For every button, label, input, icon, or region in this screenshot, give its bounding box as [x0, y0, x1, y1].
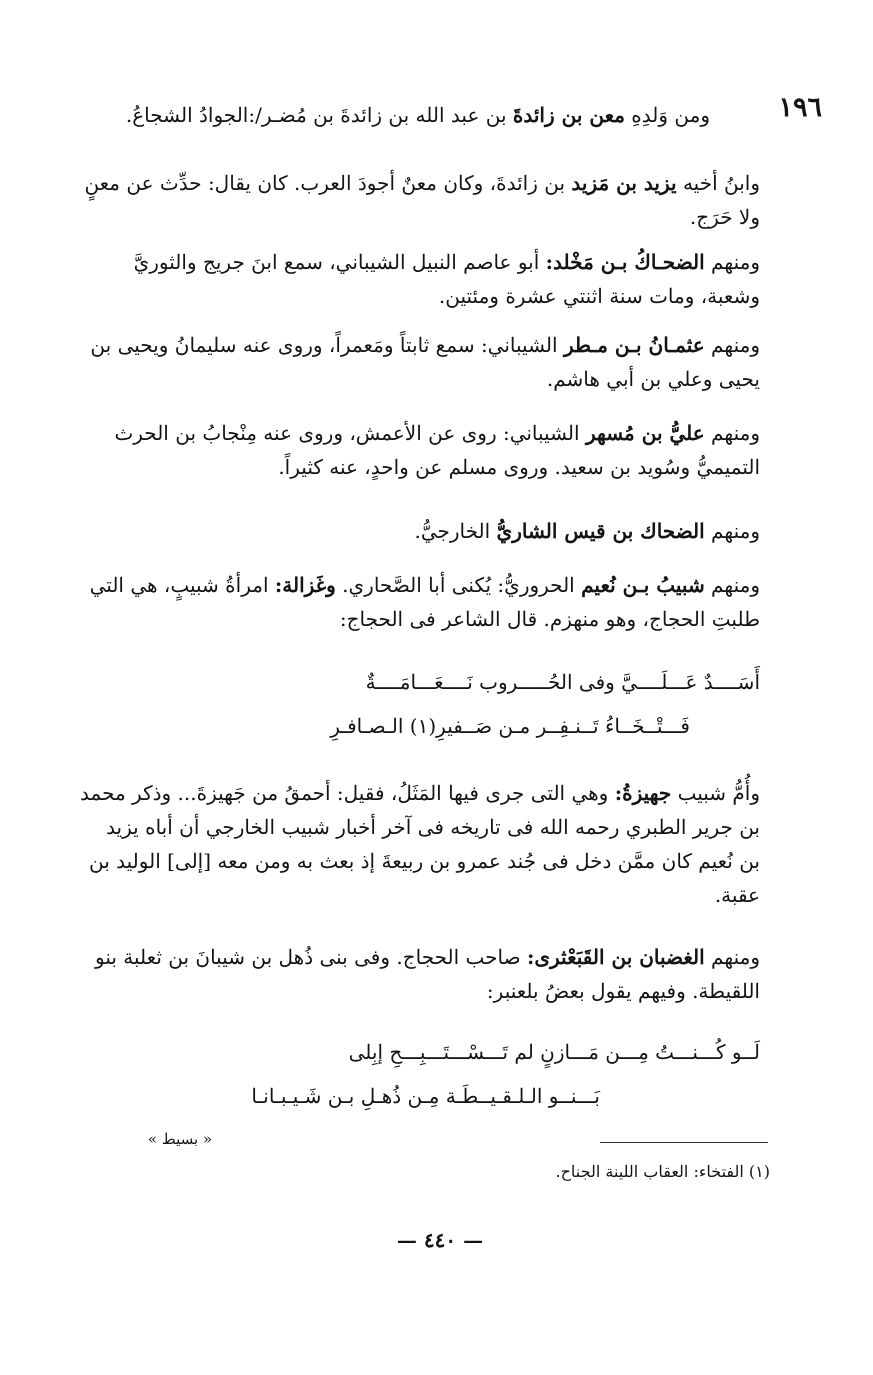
person-name: الغضبان بن القَبَعْثرى: [526, 945, 705, 969]
person-name: شبيبُ بـن نُعيم [581, 573, 705, 597]
page-number: — ٤٤٠ — [396, 1228, 484, 1252]
person-name: يزيد بن مَزيد [571, 171, 677, 195]
person-name: عليُّ بن مُسهر [585, 421, 705, 445]
footnote-divider [600, 1142, 768, 1143]
person-name: الضحـاكُ بـن مَخْلد: [545, 250, 705, 274]
paragraph-jahiza: وأُمُّ شبيب جهيزةُ: وهي التى جرى فيها المَثَلُ، فقيل: أحمقُ من جَهيزةَ... وذكر محمد بن جرير الطبري رحمه الله فى تاريخه فى آخر أخبار شبيب الخارجي أن أباه يزيد بن نُعيم كان ممَّن دخل فى جُند عمرو بن ربيعةَ إذ بعث به ومن معه [إلى] الوليد بن عقبة. [80, 781, 760, 907]
poem-hemistich: فَـــتْــخَــاءُ تَــنـفِــر مـن صَــفيرِ(١) الـصـافـرِ [330, 714, 690, 738]
entry-number: ١٩٦ [778, 92, 822, 123]
paragraph-dahhak-makhlad: ومنهم الضحـاكُ بـن مَخْلد: أبو عاصم النبيل الشيباني، سمع ابنَ جريج والثوريَّ وشعبة، ومات سنة اثنتي عشرة ومئتين. [133, 250, 760, 308]
person-name: وغَزالة: [274, 573, 336, 597]
paragraph-maan: ومن وَلدِهِ معن بن زائدةَ بن عبد الله بن زائدةَ بن مُضـر/:الجوادُ الشجاعُ. [125, 103, 710, 127]
paragraph-dahhak-qays: ومنهم الضحاك بن قيس الشاريُّ الخارجيُّ. [414, 519, 760, 543]
person-name: الضحاك بن قيس الشاريُّ [496, 519, 705, 543]
paragraph-ali-mushir: ومنهم عليُّ بن مُسهر الشيباني: روى عن الأعمش، وروى عنه مِنْجابُ بن الحرث التميميُّ وسُويد بن سعيد. وروى مسلم عن واحدٍ، عنه كثيراً. [114, 421, 760, 479]
poem-hemistich: بَـــنــو الـلـقـيــطَـة مِـن ذُهـلِ بـن شَـيـبـانـا [251, 1084, 600, 1108]
poem-hemistich: لَــو كُـــنـــتُ مِـــن مَـــازنٍ لم تَـــسْـــتَـــبِـــحِ إبِلى [348, 1040, 760, 1064]
paragraph-shabib: ومنهم شبيبُ بـن نُعيم الحروريُّ: يُكنى أبا الصَّحاري. وغَزالة: امرأةُ شبيبٍ، هي التي طلبتِ الحجاج، وهو منهزم. قال الشاعر فى الحجاج: [89, 573, 760, 631]
poem-hemistich: أَسَــــدٌ عَـــلَــــيَّ وفى الحُـــــروب نَــــعَـــامَــــةٌ [365, 670, 760, 694]
paragraph-uthman: ومنهم عثمـانُ بـن مـطر الشيباني: سمع ثابتاً ومَعمراً، وروى عنه سليمانُ ويحيى بن يحيى وعلي بن أبي هاشم. [90, 333, 760, 391]
poem-verse-2 [100, 1030, 760, 1118]
person-name: عثمـانُ بـن مـطر [563, 333, 705, 357]
poem-meter-label: « بسيط » [147, 1130, 213, 1148]
person-name: جهيزةُ: [614, 781, 672, 805]
footnote: (١) الفتخاء: العقاب اللينة الجناح. [555, 1162, 770, 1181]
paragraph-yazid: وابنُ أخيه يزيد بن مَزيد بن زائدةَ، وكان معنٌ أجودَ العرب. كان يقال: حدِّث عن معنٍ ولا حَرَج. [84, 171, 760, 229]
paragraph-ghadban: ومنهم الغضبان بن القَبَعْثرى: صاحب الحجاج. وفى بنى ذُهل بن شيبانَ بن ثعلبة بنو اللقيطة. وفيهم يقول بعضُ بلعنبر: [95, 945, 760, 1003]
person-name: معن بن زائدةَ [512, 103, 625, 127]
poem-verse-1 [100, 660, 760, 748]
